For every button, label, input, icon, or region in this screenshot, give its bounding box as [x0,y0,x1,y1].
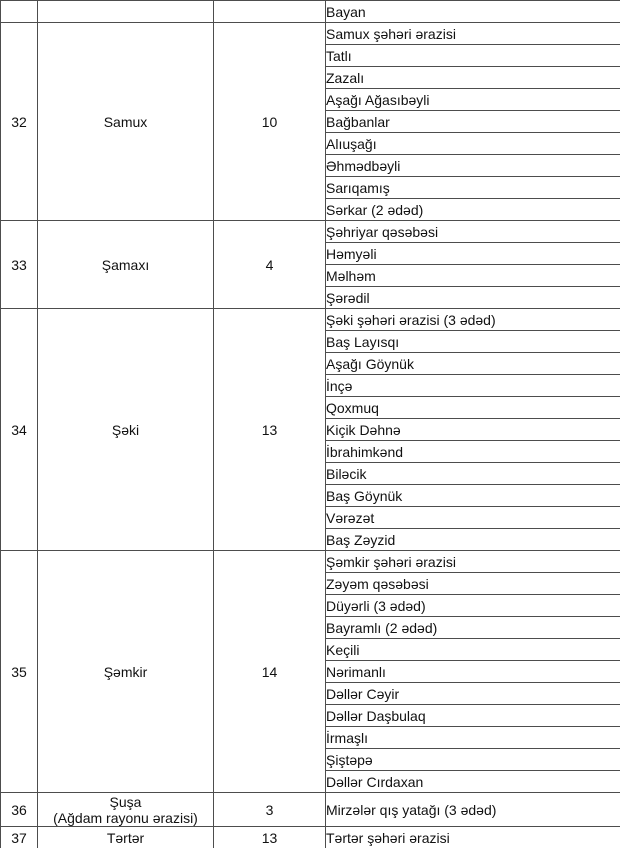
district-cell [38,827,214,848]
settlement-cell: Tərtər şəhəri ərazisi [326,827,620,848]
district-cell [38,23,214,221]
settlement-cell: Bayan [326,1,620,23]
table-row [1,793,620,827]
settlement-cell: İbrahimkənd [326,441,620,463]
settlement-cell: İrmaşlı [326,727,620,749]
row-number-cell: 32 [1,23,38,221]
settlement-cell: Sərkar (2 ədəd) [326,199,620,221]
district-cell [38,221,214,309]
count-cell: 14 [214,551,326,793]
settlement-cell: Həmyəli [326,243,620,265]
settlement-cell: Şəhriyar qəsəbəsi [326,221,620,243]
settlement-cell: Kiçik Dəhnə [326,419,620,441]
settlement-cell: Düyərli (3 ədəd) [326,595,620,617]
settlement-cell: Alıuşağı [326,133,620,155]
row-number-cell: 35 [1,551,38,793]
settlement-cell: Qoxmuq [326,397,620,419]
row-number-cell: 34 [1,309,38,551]
settlement-cell: Əhmədbəyli [326,155,620,177]
settlement-cell: Nərimanlı [326,661,620,683]
settlement-cell: Dəllər Cırdaxan [326,771,620,793]
district-name-note: (Ağdam rayonu ərazisi) [53,809,198,826]
district-name: Samux [103,113,148,130]
district-name: Şamaxı [101,256,150,273]
count-cell: 4 [214,221,326,309]
district-name: Şəmkir [103,663,148,680]
settlement-cell: Şiştəpə [326,749,620,771]
settlement-cell: Sarıqamış [326,177,620,199]
settlement-cell: Biləcik [326,463,620,485]
settlement-cell: Zəyəm qəsəbəsi [326,573,620,595]
row-number-cell: 36 [1,793,38,827]
settlement-cell: Zazalı [326,67,620,89]
district-cell [38,1,214,23]
count-cell: 13 [214,827,326,848]
settlement-cell: İnçə [326,375,620,397]
table-row [1,1,620,23]
row-number-cell: 37 [1,827,38,848]
table-row [1,309,620,331]
district-cell [38,551,214,793]
settlement-cell: Baş Göynük [326,485,620,507]
row-number-cell: 33 [1,221,38,309]
table-row [1,827,620,848]
settlement-cell: Samux şəhəri ərazisi [326,23,620,45]
settlement-cell: Bağbanlar [326,111,620,133]
table-row [1,221,620,243]
settlement-cell: Bayramlı (2 ədəd) [326,617,620,639]
count-cell [214,1,326,23]
settlement-cell: Şəki şəhəri ərazisi (3 ədəd) [326,309,620,331]
district-name: Şəki [111,421,140,438]
settlement-cell: Keçili [326,639,620,661]
settlement-cell: Dəllər Daşbulaq [326,705,620,727]
district-cell [38,309,214,551]
table-row [1,551,620,573]
settlement-cell: Tatlı [326,45,620,67]
district-cell [38,793,214,827]
settlement-cell: Aşağı Göynük [326,353,620,375]
settlement-cell: Məlhəm [326,265,620,287]
settlement-cell: Baş Zəyzid [326,529,620,551]
district-name: Tərtər [106,829,145,846]
count-cell: 13 [214,309,326,551]
row-number-cell [1,1,38,23]
settlement-cell: Şəmkir şəhəri ərazisi [326,551,620,573]
settlement-cell: Şərədil [326,287,620,309]
settlement-cell: Aşağı Ağasıbəyli [326,89,620,111]
count-cell: 3 [214,793,326,827]
settlement-cell: Dəllər Cəyir [326,683,620,705]
table-row [1,23,620,45]
settlement-cell: Vərəzət [326,507,620,529]
district-name: Şuşa [109,793,142,810]
settlement-cell: Baş Layısqı [326,331,620,353]
settlement-cell: Mirzələr qış yatağı (3 ədəd) [326,793,620,827]
settlements-table-body [1,1,620,848]
count-cell: 10 [214,23,326,221]
